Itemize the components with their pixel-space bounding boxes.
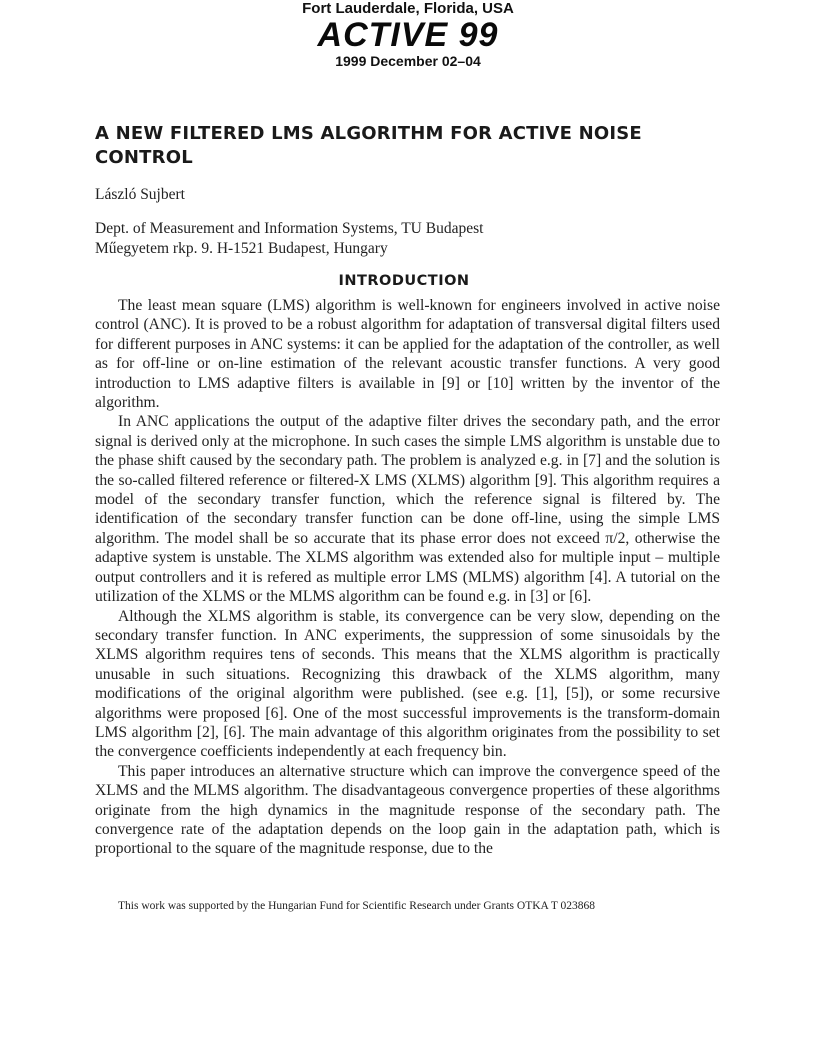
paragraph: Although the XLMS algorithm is stable, its convergence can be very slow, depending on the secondary transfer function. In ANC experiments, the suppression of some sinusoidals by the XLMS algorithm requires tens of seconds. This means that the XLMS algorithm is practically unusable in such situations. Recognizing this drawback of the XLMS algorithm, many modifications of the original algorithm were published. (see e.g. [1], [5]), or some recursive algorithms were proposed [6]. One of the most successful improvements is the transform-domain LMS algorithm [2], [6]. The main advantage of this algorithm originates from the possibility to set the convergence coefficients independently at each frequency bin. (95, 607, 720, 761)
conference-location: Fort Lauderdale, Florida, USA (302, 0, 514, 17)
conference-date: 1999 December 02–04 (335, 53, 481, 69)
paragraph: In ANC applications the output of the adaptive filter drives the secondary path, and the error signal is derived only at the microphone. In such cases the simple LMS algorithm is unstable due to the phase shift caused by the secondary path. The problem is analyzed e.g. in [7] and the solution is the so-called filtered reference or filtered-X LMS (XLMS) algorithm [9]. This algorithm requires a model of the secondary transfer function, which the reference signal is filtered by. The identification of the secondary transfer function can be done off-line, using the simple LMS algorithm. The model shall be so accurate that its phase error does not exceed π/2, otherwise the adaptive system is unstable. The XLMS algorithm was extended also for multiple input – multiple output controllers and it is refered as multiple error LMS (MLMS) algorithm [4]. A tutorial on the utilization of the XLMS or the MLMS algorithm can be found e.g. in [3] or [6]. (95, 413, 720, 606)
paragraph: The least mean square (LMS) algorithm is well-known for engineers involved in active noise control (ANC). It is proved to be a robust algorithm for adaptation of transversal digital filters used for different purposes in ANC systems: it can be applied for the adaptation of the controller, as well as for off-line or on-line estimation of the relevant acoustic transfer functions. A very good introduction to LMS adaptive filters is available in [9] or [10] written by the inventor of the algorithm. (95, 297, 720, 412)
affiliation-line-2: Műegyetem rkp. 9. H-1521 Budapest, Hungary (95, 240, 388, 257)
paragraph: This paper introduces an alternative structure which can improve the convergence speed of the XLMS and the MLMS algorithm. The disadvantageous convergence properties of these algorithms originate from the high dynamics in the magnitude response of the secondary path. The convergence rate of the adaptation depends on the loop gain in the adaptation path, which is proportional to the square of the magnitude response, due to the (95, 762, 720, 858)
footnote: This work was supported by the Hungarian Fund for Scientific Research under Grants OTKA T 023868 (118, 900, 596, 912)
paper-title: A NEW FILTERED LMS ALGORITHM FOR ACTIVE NOISE CONTROL (95, 123, 642, 168)
section-body (95, 296, 720, 859)
section-heading: INTRODUCTION (338, 273, 470, 289)
conference-name: ACTIVE 99 (317, 16, 499, 54)
author-affiliation (95, 219, 483, 259)
paper-author: László Sujbert (95, 186, 185, 203)
affiliation-line-1: Dept. of Measurement and Information Systems, TU Budapest (95, 220, 484, 237)
